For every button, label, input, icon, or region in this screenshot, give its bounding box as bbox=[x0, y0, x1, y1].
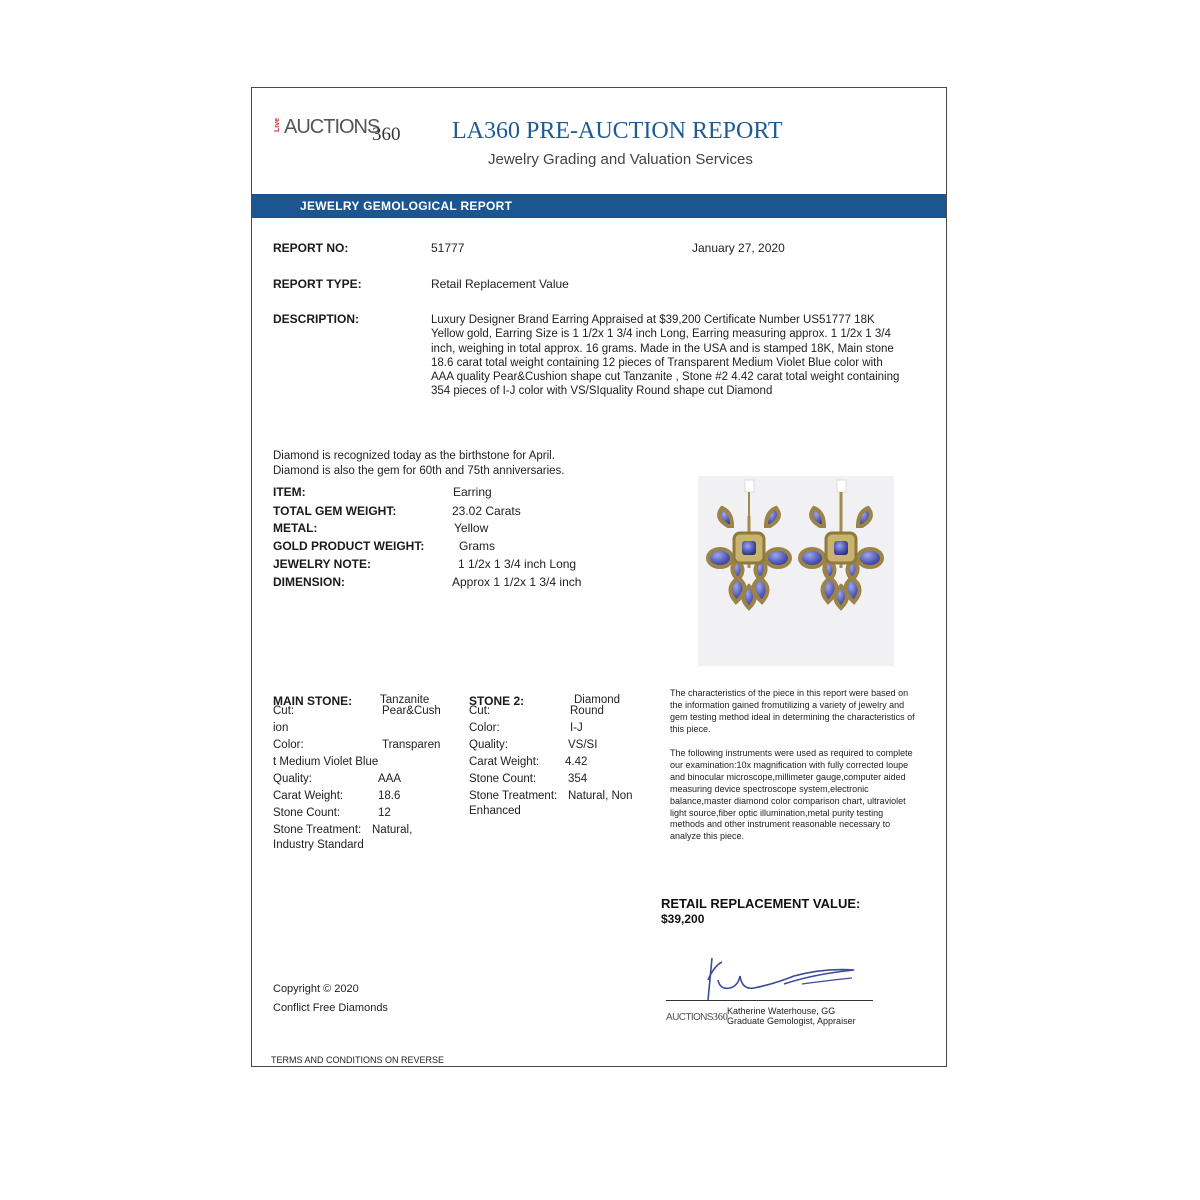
stone2-carat-label: Carat Weight: bbox=[469, 756, 540, 768]
stone2-treatment-value-a: Natural, Non bbox=[568, 790, 633, 802]
main-stone-name: Tanzanite bbox=[380, 694, 430, 706]
description-label: DESCRIPTION: bbox=[273, 312, 360, 326]
stone2-color-label: Color: bbox=[469, 722, 500, 734]
retail-value-label: RETAIL REPLACEMENT VALUE: bbox=[661, 896, 861, 911]
main-color-value-b: t Medium Violet Blue bbox=[273, 756, 379, 768]
main-treatment-label: Stone Treatment: bbox=[273, 824, 362, 836]
signature-line bbox=[666, 1000, 873, 1001]
report-title: LA360 PRE-AUCTION REPORT bbox=[452, 118, 783, 144]
report-date: January 27, 2020 bbox=[692, 241, 785, 255]
stone2-cut-label: Cut: bbox=[469, 705, 491, 717]
report-type-value: Retail Replacement Value bbox=[431, 277, 569, 291]
signature-scribble bbox=[682, 950, 892, 1006]
main-carat-label: Carat Weight: bbox=[273, 790, 344, 802]
main-cut-value-a: Pear&Cush bbox=[382, 705, 441, 717]
sig-logo-auctions: AUCTIONS bbox=[666, 1012, 713, 1023]
jewelry-note-label: JEWELRY NOTE: bbox=[273, 557, 372, 571]
report-type-label: REPORT TYPE: bbox=[273, 277, 362, 291]
sig-logo-360: 360 bbox=[712, 1012, 728, 1023]
logo-live-text: Live bbox=[274, 118, 281, 133]
stone2-cut-value: Round bbox=[570, 705, 604, 717]
stone2-treatment-label: Stone Treatment: bbox=[469, 790, 558, 802]
report-no-label: REPORT NO: bbox=[273, 241, 349, 255]
main-quality-value: AAA bbox=[378, 773, 402, 785]
report-document bbox=[251, 87, 947, 1067]
metal-value: Yellow bbox=[454, 521, 489, 535]
right-earring bbox=[800, 480, 882, 608]
report-no-value: 51777 bbox=[431, 241, 465, 255]
dimension-value: Approx 1 1/2x 1 3/4 inch bbox=[452, 575, 582, 589]
jewelry-note-value: 1 1/2x 1 3/4 inch Long bbox=[458, 557, 577, 571]
stone2-quality-value: VS/SI bbox=[568, 739, 598, 751]
earring-photo bbox=[698, 476, 894, 666]
item-label: ITEM: bbox=[273, 485, 306, 499]
section-band-title: JEWELRY GEMOLOGICAL REPORT bbox=[300, 199, 513, 213]
main-carat-value: 18.6 bbox=[378, 790, 401, 802]
main-quality-label: Quality: bbox=[273, 773, 312, 785]
main-stone-label: MAIN STONE: bbox=[273, 694, 353, 708]
report-subtitle: Jewelry Grading and Valuation Services bbox=[488, 151, 753, 168]
logo-360-text: 360 bbox=[372, 124, 401, 145]
appraiser-title: Graduate Gemologist, Appraiser bbox=[727, 1016, 856, 1026]
dimension-label: DIMENSION: bbox=[273, 575, 345, 589]
birthstone-line-2: Diamond is also the gem for 60th and 75th anniversaries. bbox=[273, 465, 565, 477]
description-text: Luxury Designer Brand Earring Appraised at $39,200 Certificate Number US51777 18K Yellow gold, Earring Size is 1 1/2x 1 3/4 inch Long, Earring measuring approx. 1 1/2x 1 3/4 inch, weighing in total approx. 16 grams. Made in the USA and is stamped 18K, Main stone 18.6 carat total weight containing 12 pieces of Transparent Medium Violet Blue color with AAA quality Pear&Cushion shape cut Tanzanite , Stone #2 4.42 carat total weight containing 354 pieces of I-J color with VS/SIquality Round shape cut Diamond bbox=[431, 314, 900, 398]
metal-label: METAL: bbox=[273, 521, 318, 535]
main-count-label: Stone Count: bbox=[273, 807, 341, 819]
stone2-carat-value: 4.42 bbox=[565, 756, 588, 768]
stone2-quality-label: Quality: bbox=[469, 739, 508, 751]
conflict-free-text: Conflict Free Diamonds bbox=[273, 1002, 388, 1014]
section-band bbox=[252, 194, 946, 218]
earring-illustration bbox=[698, 476, 894, 666]
birthstone-line-1: Diamond is recognized today as the birthstone for April. bbox=[273, 450, 555, 462]
main-cut-label: Cut: bbox=[273, 705, 295, 717]
stone2-count-label: Stone Count: bbox=[469, 773, 537, 785]
gold-product-weight-value: Grams bbox=[459, 539, 495, 553]
left-earring bbox=[708, 480, 790, 608]
retail-value-amount: $39,200 bbox=[661, 912, 705, 926]
gold-product-weight-label: GOLD PRODUCT WEIGHT: bbox=[273, 539, 425, 553]
main-treatment-value-b: Industry Standard bbox=[273, 839, 364, 851]
item-value: Earring bbox=[453, 485, 492, 499]
appraiser-name: Katherine Waterhouse, GG bbox=[727, 1006, 836, 1016]
signature-logo bbox=[666, 1007, 728, 1023]
copyright-text: Copyright © 2020 bbox=[273, 983, 359, 995]
main-color-label: Color: bbox=[273, 739, 304, 751]
disclaimer-paragraph-2: The following instruments were used as required to complete our examination:10x magnification with fully corrected loupe and binocular microscope,millimeter gauge,computer aided measuring device spectroscope system,electronic balance,master diamond color comparison chart, ultraviolet light source,fiber optic illumination,metal purity testing methods and other instrument reasonable necessary to analyze this piece. bbox=[670, 748, 913, 842]
stone2-color-value: I-J bbox=[570, 722, 583, 734]
disclaimer-paragraph-1: The characteristics of the piece in this report were based on the information gained fromutilizing a variety of jewelry and gem testing method ideal in determining the characteristics of this piece. bbox=[670, 688, 915, 734]
stone2-treatment-value-b: Enhanced bbox=[469, 805, 521, 817]
main-cut-value-b: ion bbox=[273, 722, 289, 734]
stone2-name: Diamond bbox=[574, 694, 621, 706]
total-gem-weight-label: TOTAL GEM WEIGHT: bbox=[273, 504, 397, 518]
main-treatment-value-a: Natural, bbox=[372, 824, 413, 836]
stone2-count-value: 354 bbox=[568, 773, 588, 785]
logo-auctions-text: AUCTIONS bbox=[284, 116, 380, 138]
stone2-label: STONE 2: bbox=[469, 694, 525, 708]
terms-text: TERMS AND CONDITIONS ON REVERSE bbox=[271, 1055, 445, 1065]
main-count-value: 12 bbox=[378, 807, 391, 819]
main-color-value-a: Transparen bbox=[382, 739, 441, 751]
total-gem-weight-value: 23.02 Carats bbox=[452, 504, 521, 518]
